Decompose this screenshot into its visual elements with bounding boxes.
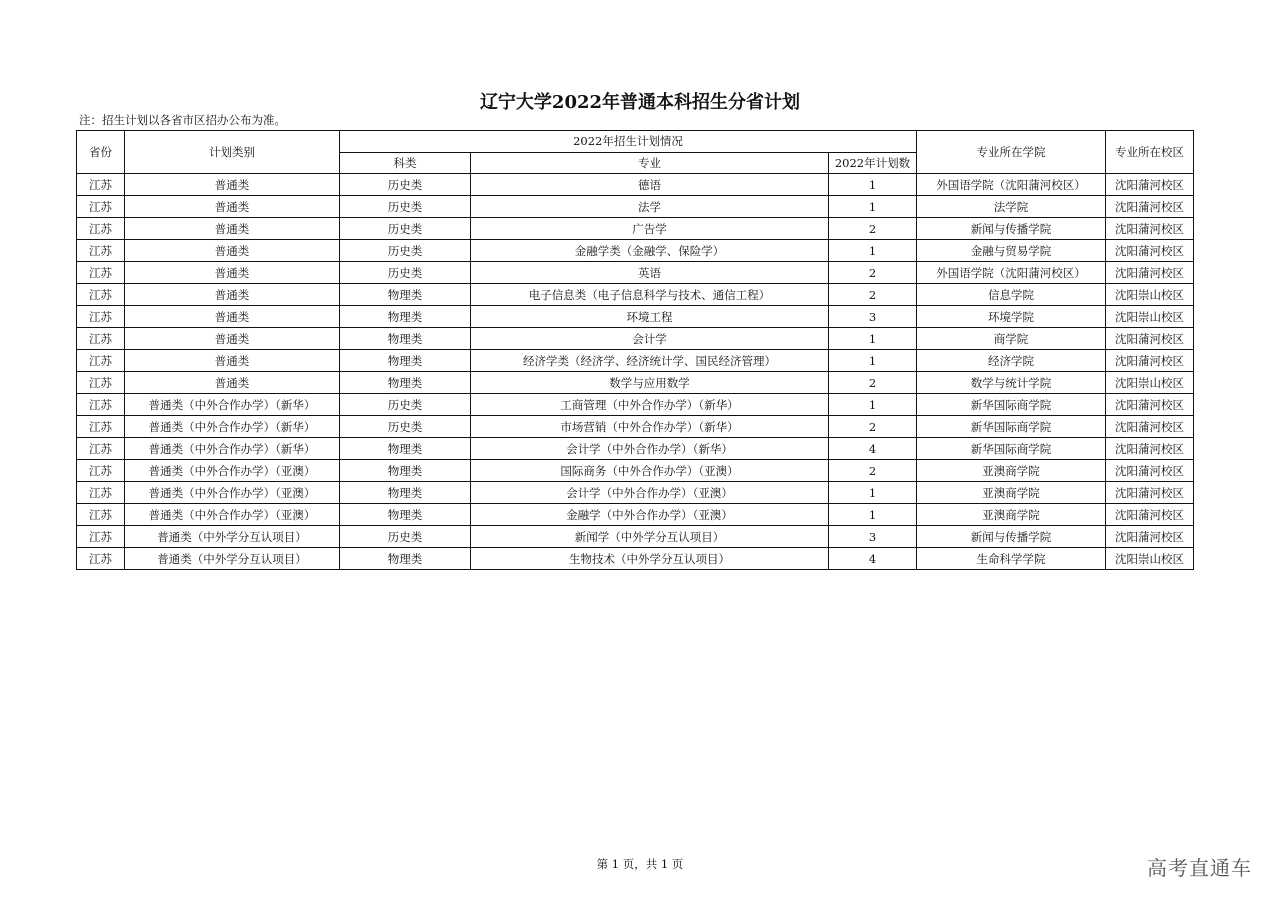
cell-campus: 沈阳蒲河校区	[1106, 460, 1194, 482]
cell-subject: 历史类	[340, 416, 471, 438]
cell-subject: 历史类	[340, 174, 471, 196]
cell-college: 亚澳商学院	[917, 482, 1106, 504]
header-college: 专业所在学院	[917, 131, 1106, 174]
cell-plan-type: 普通类	[125, 372, 340, 394]
cell-subject: 历史类	[340, 196, 471, 218]
cell-province: 江苏	[77, 526, 125, 548]
cell-count: 3	[829, 526, 917, 548]
cell-plan-type: 普通类（中外合作办学）（亚澳）	[125, 482, 340, 504]
cell-province: 江苏	[77, 284, 125, 306]
cell-plan-type: 普通类	[125, 328, 340, 350]
cell-province: 江苏	[77, 262, 125, 284]
cell-campus: 沈阳蒲河校区	[1106, 350, 1194, 372]
table-row	[77, 218, 1194, 240]
cell-college: 经济学院	[917, 350, 1106, 372]
cell-count: 1	[829, 328, 917, 350]
cell-college: 新华国际商学院	[917, 394, 1106, 416]
cell-count: 1	[829, 196, 917, 218]
table-header	[77, 131, 1194, 174]
cell-plan-type: 普通类（中外合作办学）（新华）	[125, 394, 340, 416]
cell-province: 江苏	[77, 372, 125, 394]
cell-province: 江苏	[77, 460, 125, 482]
cell-plan-type: 普通类	[125, 196, 340, 218]
cell-province: 江苏	[77, 438, 125, 460]
cell-major: 会计学（中外合作办学）（新华）	[471, 438, 829, 460]
header-count: 2022年计划数	[829, 152, 917, 174]
cell-count: 1	[829, 482, 917, 504]
cell-count: 2	[829, 416, 917, 438]
cell-subject: 物理类	[340, 372, 471, 394]
cell-count: 1	[829, 504, 917, 526]
cell-college: 新闻与传播学院	[917, 526, 1106, 548]
cell-major: 电子信息类（电子信息科学与技术、通信工程）	[471, 284, 829, 306]
cell-major: 环境工程	[471, 306, 829, 328]
cell-count: 2	[829, 262, 917, 284]
cell-college: 外国语学院（沈阳蒲河校区）	[917, 262, 1106, 284]
table-row	[77, 504, 1194, 526]
cell-major: 德语	[471, 174, 829, 196]
cell-plan-type: 普通类（中外合作办学）（亚澳）	[125, 460, 340, 482]
cell-college: 金融与贸易学院	[917, 240, 1106, 262]
cell-province: 江苏	[77, 174, 125, 196]
cell-major: 工商管理（中外合作办学）（新华）	[471, 394, 829, 416]
cell-college: 信息学院	[917, 284, 1106, 306]
cell-plan-type: 普通类（中外学分互认项目）	[125, 548, 340, 570]
table-row	[77, 262, 1194, 284]
cell-college: 亚澳商学院	[917, 460, 1106, 482]
cell-count: 4	[829, 438, 917, 460]
cell-campus: 沈阳崇山校区	[1106, 306, 1194, 328]
cell-subject: 物理类	[340, 504, 471, 526]
cell-college: 法学院	[917, 196, 1106, 218]
table-row	[77, 284, 1194, 306]
table-row	[77, 196, 1194, 218]
cell-count: 2	[829, 218, 917, 240]
table-row	[77, 548, 1194, 570]
cell-province: 江苏	[77, 218, 125, 240]
cell-province: 江苏	[77, 416, 125, 438]
cell-campus: 沈阳崇山校区	[1106, 548, 1194, 570]
cell-major: 会计学	[471, 328, 829, 350]
cell-province: 江苏	[77, 196, 125, 218]
cell-subject: 物理类	[340, 548, 471, 570]
cell-count: 2	[829, 372, 917, 394]
cell-subject: 物理类	[340, 438, 471, 460]
table-row	[77, 460, 1194, 482]
cell-count: 2	[829, 284, 917, 306]
cell-province: 江苏	[77, 482, 125, 504]
table-row	[77, 306, 1194, 328]
table-row	[77, 438, 1194, 460]
table-row	[77, 240, 1194, 262]
cell-campus: 沈阳蒲河校区	[1106, 262, 1194, 284]
header-subject: 科类	[340, 152, 471, 174]
cell-count: 3	[829, 306, 917, 328]
table-row	[77, 482, 1194, 504]
cell-subject: 物理类	[340, 284, 471, 306]
cell-plan-type: 普通类	[125, 284, 340, 306]
page-footer: 第 1 页，共 1 页	[596, 857, 684, 871]
cell-subject: 物理类	[340, 328, 471, 350]
cell-count: 1	[829, 174, 917, 196]
cell-plan-type: 普通类	[125, 350, 340, 372]
cell-campus: 沈阳蒲河校区	[1106, 240, 1194, 262]
cell-campus: 沈阳蒲河校区	[1106, 196, 1194, 218]
cell-province: 江苏	[77, 350, 125, 372]
header-major: 专业	[471, 152, 829, 174]
cell-plan-type: 普通类	[125, 218, 340, 240]
cell-plan-type: 普通类	[125, 240, 340, 262]
cell-plan-type: 普通类（中外合作办学）（新华）	[125, 416, 340, 438]
cell-college: 数学与统计学院	[917, 372, 1106, 394]
cell-campus: 沈阳蒲河校区	[1106, 438, 1194, 460]
cell-count: 2	[829, 460, 917, 482]
table-row	[77, 416, 1194, 438]
cell-major: 经济学类（经济学、经济统计学、国民经济管理）	[471, 350, 829, 372]
cell-province: 江苏	[77, 548, 125, 570]
cell-subject: 物理类	[340, 460, 471, 482]
cell-campus: 沈阳蒲河校区	[1106, 482, 1194, 504]
cell-subject: 物理类	[340, 482, 471, 504]
header-campus: 专业所在校区	[1106, 131, 1194, 174]
cell-major: 金融学（中外合作办学）（亚澳）	[471, 504, 829, 526]
cell-major: 国际商务（中外合作办学）（亚澳）	[471, 460, 829, 482]
cell-campus: 沈阳蒲河校区	[1106, 394, 1194, 416]
watermark-text: 高考直通车	[1147, 856, 1252, 880]
cell-subject: 历史类	[340, 526, 471, 548]
cell-subject: 历史类	[340, 218, 471, 240]
header-plan-type: 计划类别	[125, 131, 340, 174]
cell-subject: 历史类	[340, 240, 471, 262]
cell-campus: 沈阳崇山校区	[1106, 284, 1194, 306]
document-title: 辽宁大学2022年普通本科招生分省计划	[479, 92, 801, 113]
cell-major: 广告学	[471, 218, 829, 240]
cell-major: 数学与应用数学	[471, 372, 829, 394]
cell-major: 法学	[471, 196, 829, 218]
cell-college: 商学院	[917, 328, 1106, 350]
table-row	[77, 174, 1194, 196]
cell-college: 外国语学院（沈阳蒲河校区）	[917, 174, 1106, 196]
cell-count: 4	[829, 548, 917, 570]
cell-campus: 沈阳蒲河校区	[1106, 526, 1194, 548]
cell-major: 金融学类（金融学、保险学）	[471, 240, 829, 262]
cell-plan-type: 普通类	[125, 174, 340, 196]
cell-campus: 沈阳蒲河校区	[1106, 174, 1194, 196]
header-province: 省份	[77, 131, 125, 174]
cell-province: 江苏	[77, 240, 125, 262]
cell-count: 1	[829, 240, 917, 262]
cell-college: 亚澳商学院	[917, 504, 1106, 526]
cell-campus: 沈阳蒲河校区	[1106, 416, 1194, 438]
cell-college: 新华国际商学院	[917, 438, 1106, 460]
cell-count: 1	[829, 350, 917, 372]
cell-college: 新闻与传播学院	[917, 218, 1106, 240]
cell-college: 生命科学学院	[917, 548, 1106, 570]
cell-college: 新华国际商学院	[917, 416, 1106, 438]
table-body	[77, 174, 1194, 570]
cell-campus: 沈阳蒲河校区	[1106, 328, 1194, 350]
cell-campus: 沈阳蒲河校区	[1106, 218, 1194, 240]
cell-subject: 物理类	[340, 350, 471, 372]
admission-plan-table	[76, 130, 1194, 570]
table-row	[77, 372, 1194, 394]
cell-province: 江苏	[77, 328, 125, 350]
cell-plan-type: 普通类（中外合作办学）（亚澳）	[125, 504, 340, 526]
cell-major: 生物技术（中外学分互认项目）	[471, 548, 829, 570]
table-row	[77, 526, 1194, 548]
cell-campus: 沈阳崇山校区	[1106, 372, 1194, 394]
cell-province: 江苏	[77, 504, 125, 526]
header-plan-group: 2022年招生计划情况	[340, 131, 917, 153]
note-text: 注：招生计划以各省市区招办公布为准。	[79, 113, 286, 127]
table-row	[77, 350, 1194, 372]
cell-subject: 历史类	[340, 262, 471, 284]
cell-plan-type: 普通类（中外学分互认项目）	[125, 526, 340, 548]
cell-plan-type: 普通类	[125, 306, 340, 328]
cell-plan-type: 普通类	[125, 262, 340, 284]
cell-subject: 历史类	[340, 394, 471, 416]
cell-major: 市场营销（中外合作办学）（新华）	[471, 416, 829, 438]
cell-college: 环境学院	[917, 306, 1106, 328]
cell-campus: 沈阳蒲河校区	[1106, 504, 1194, 526]
cell-province: 江苏	[77, 306, 125, 328]
cell-major: 会计学（中外合作办学）（亚澳）	[471, 482, 829, 504]
table-row	[77, 394, 1194, 416]
cell-count: 1	[829, 394, 917, 416]
cell-subject: 物理类	[340, 306, 471, 328]
table-row	[77, 328, 1194, 350]
cell-major: 英语	[471, 262, 829, 284]
cell-plan-type: 普通类（中外合作办学）（新华）	[125, 438, 340, 460]
cell-major: 新闻学（中外学分互认项目）	[471, 526, 829, 548]
cell-province: 江苏	[77, 394, 125, 416]
